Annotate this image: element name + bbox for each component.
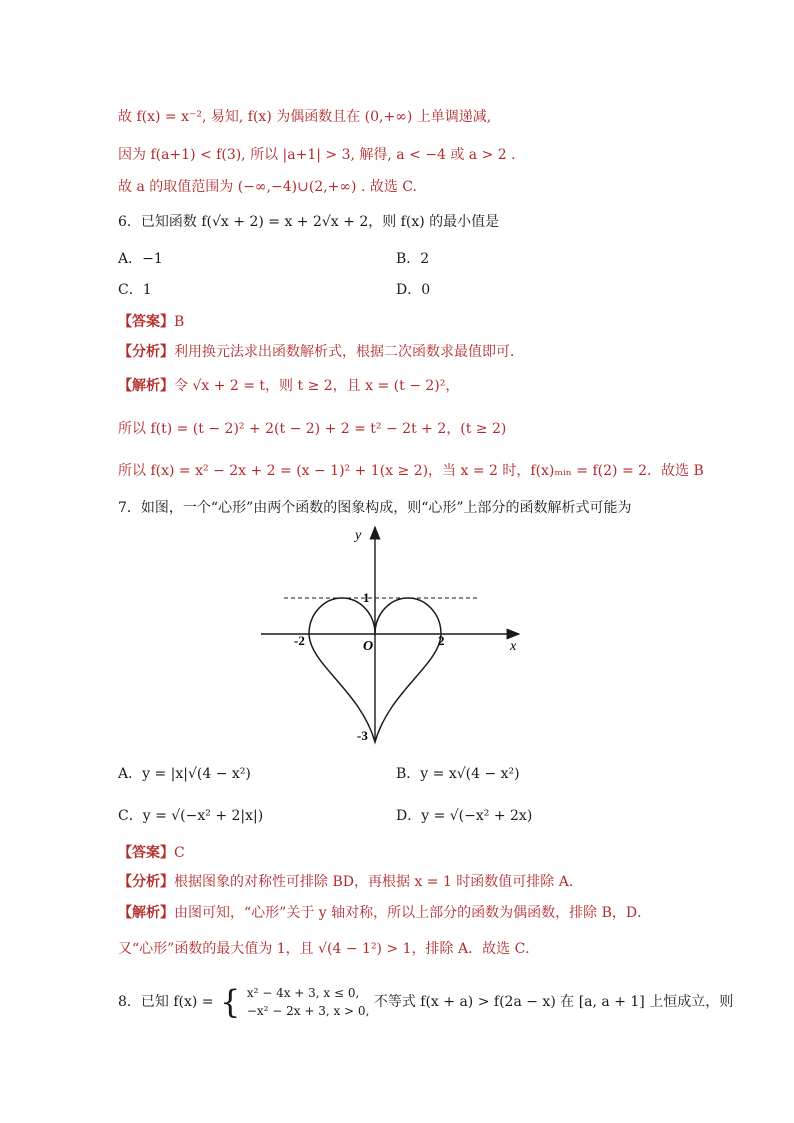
q7-solution-1	[118, 903, 651, 923]
q8-brace: {	[220, 983, 241, 1021]
solution-line-1: 故 f(x) = x⁻², 易知, f(x) 为偶函数且在 (0,+∞) 上单调递减,	[118, 109, 492, 125]
q6-option-b: B．2	[396, 251, 430, 267]
solution-tag: 【解析】	[118, 378, 174, 394]
solution-tag: 【解析】	[118, 905, 174, 921]
q8-case-2: −x² − 2x + 3, x > 0,	[246, 1004, 370, 1018]
q7-option-b: B．y = x√(4 − x²)	[396, 766, 520, 782]
analysis-text: 根据图象的对称性可排除 BD，再根据 x = 1 时函数值可排除 A．	[174, 874, 583, 890]
solution-text: 令 √x + 2 = t，则 t ≥ 2，且 x = (t − 2)²，	[174, 378, 460, 394]
question-8	[118, 982, 733, 1026]
origin-label: O	[363, 639, 374, 654]
y-axis-label: y	[355, 528, 362, 543]
q6-solution-1	[118, 376, 459, 396]
q6-option-c: C．1	[118, 282, 152, 298]
q6-solution-2: 所以 f(t) = (t − 2)² + 2(t − 2) + 2 = t² − 2t + 2，(t ≥ 2)	[118, 421, 507, 437]
analysis-text: 利用换元法求出函数解析式，根据二次函数求最值即可．	[174, 344, 524, 360]
tick-right: 2	[438, 633, 445, 648]
q7-analysis	[118, 872, 583, 892]
analysis-tag: 【分析】	[118, 874, 174, 890]
tick-top: 1	[363, 590, 370, 605]
q7-option-c: C．y = √(−x² + 2|x|)	[118, 808, 264, 824]
x-axis-label: x	[510, 639, 517, 654]
solution-text: 由图可知，“心形”关于 y 轴对称，所以上部分的函数为偶函数，排除 B，D．	[174, 905, 652, 921]
answer-tag: 【答案】	[118, 845, 174, 861]
q7-answer	[118, 843, 185, 863]
q6-analysis	[118, 342, 524, 362]
q6-option-d: D．0	[396, 282, 431, 298]
q6-answer	[118, 312, 184, 332]
q6-solution-3: 所以 f(x) = x² − 2x + 2 = (x − 1)² + 1(x ≥ 2)，当 x = 2 时，f(x)ₘᵢₙ = f(2) = 2．故选 B	[118, 463, 704, 479]
answer-value: B	[174, 314, 185, 330]
q7-solution-2: 又“心形”函数的最大值为 1，且 √(4 − 1²) > 1，排除 A．故选 C．	[118, 941, 540, 957]
answer-value: C	[174, 845, 185, 861]
solution-line-2: 因为 f(a+1) < f(3), 所以 |a+1| > 3, 解得, a < −4 或 a > 2 .	[118, 147, 516, 163]
q8-lead: 8．已知 f(x) =	[118, 994, 214, 1010]
q8-case-1: x² − 4x + 3, x ≤ 0,	[246, 986, 360, 1000]
q7-option-d: D．y = √(−x² + 2x)	[396, 808, 533, 824]
solution-line-3: 故 a 的取值范围为 (−∞,−4)∪(2,+∞) . 故选 C.	[118, 179, 417, 195]
analysis-tag: 【分析】	[118, 344, 174, 360]
tick-left: -2	[294, 633, 305, 648]
q7-option-a: A．y = |x|√(4 − x²)	[118, 766, 251, 782]
question-7: 7．如图，一个“心形”由两个函数的图象构成，则“心形”上部分的函数解析式可能为	[118, 500, 632, 516]
heart-figure	[255, 520, 530, 750]
tick-bottom: -3	[357, 728, 368, 743]
answer-tag: 【答案】	[118, 314, 174, 330]
q6-option-a: A．−1	[118, 251, 163, 267]
question-6: 6．已知函数 f(√x + 2) = x + 2√x + 2，则 f(x) 的最小值是	[118, 214, 500, 230]
q8-tail: 不等式 f(x + a) > f(2a − x) 在 [a, a + 1] 上恒成立，则	[373, 994, 734, 1010]
q8-cases	[247, 984, 370, 1020]
